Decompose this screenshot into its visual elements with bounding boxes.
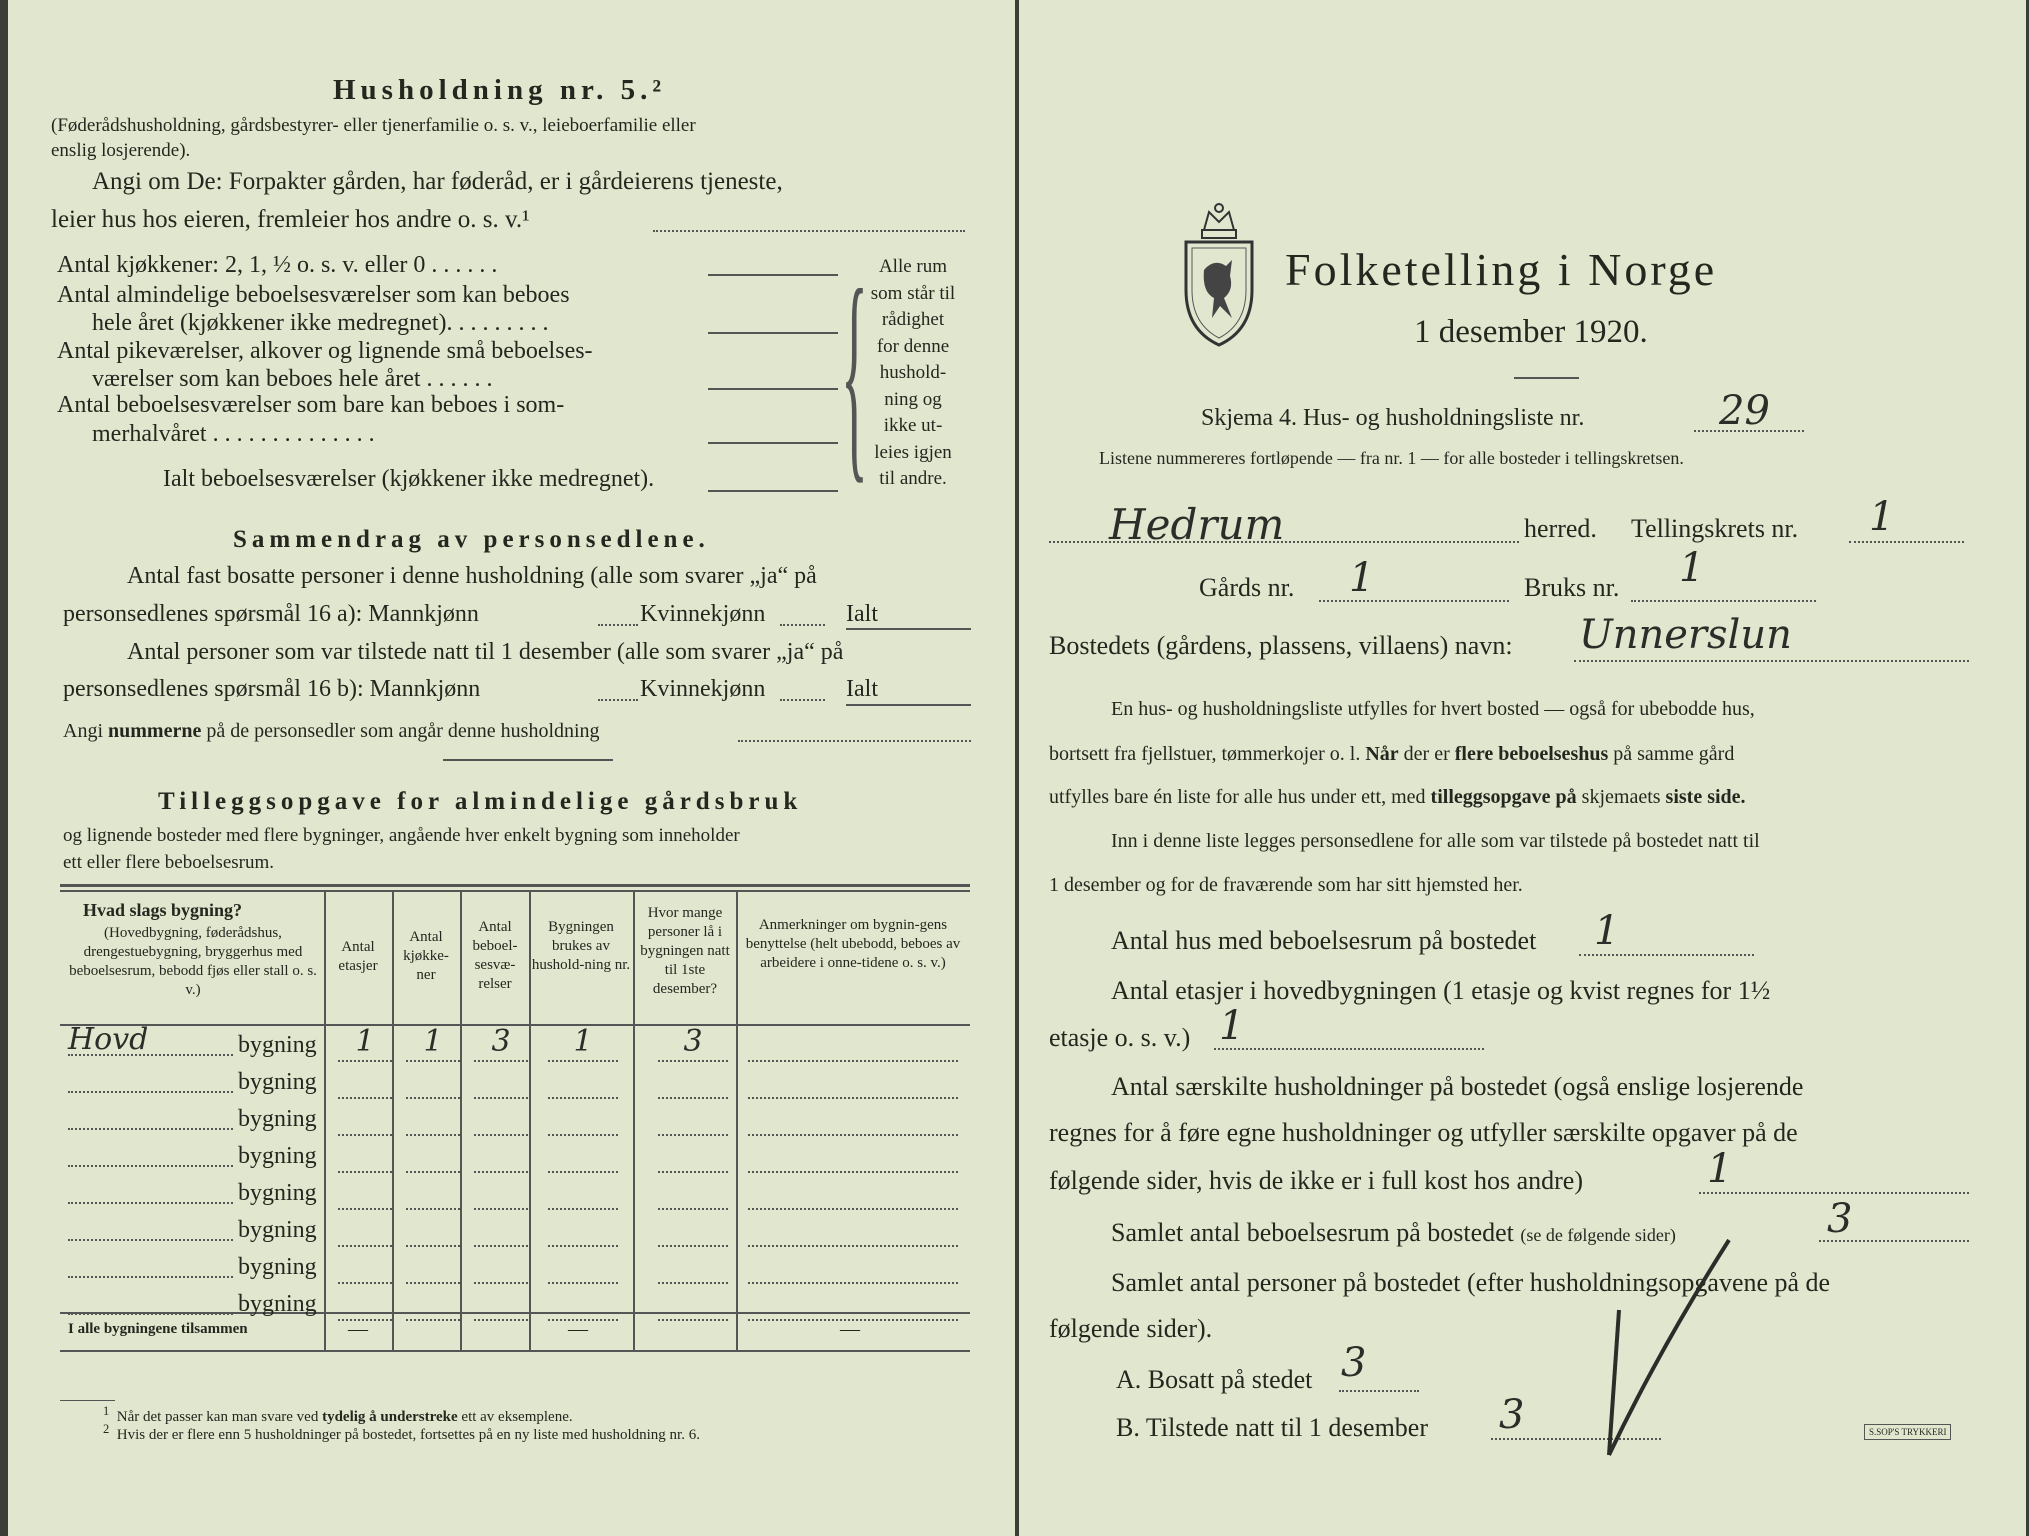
- printer-stamp: S.SOP'S TRYKKERI: [1864, 1424, 1951, 1440]
- building-suffix: bygning: [238, 1180, 317, 1206]
- summary-resident-line-2: personsedlenes spørsmål 16 a): Mannkjønn: [63, 601, 479, 627]
- building-name-line: [68, 1054, 233, 1056]
- houses-value: 1: [1594, 908, 1620, 954]
- krets-label: Tellingskrets nr.: [1631, 514, 1799, 543]
- household-title: Husholdning nr. 5.²: [333, 74, 667, 106]
- table-header-anmerkninger: Anmerkninger om bygnin-gens benyttelse (helt ubebodd, beboes av arbeidere i onne-tidene o. s. v.): [745, 917, 961, 971]
- table-total-label: I alle bygningene tilsammen: [68, 1321, 248, 1337]
- angi-answer-line: [653, 230, 965, 232]
- schema-label: Skjema 4. Hus- og husholdningsliste nr.: [1201, 405, 1585, 431]
- schema-number-line: [1694, 430, 1804, 432]
- gards-line: [1319, 600, 1509, 602]
- resident-male-answer: [598, 624, 638, 626]
- floors-question-line-2: etasje o. s. v.): [1049, 1023, 1191, 1052]
- table-header-husholdning: Bygningen brukes av hushold-ning nr.: [531, 919, 631, 973]
- summer-rooms-question-line-2: merhalvåret . . . . . . . . . . . . . .: [92, 421, 375, 447]
- total-rooms-question: Ialt beboelsesværelser (kjøkkener ikke medregnet).: [163, 466, 655, 492]
- building-suffix: bygning: [238, 1106, 317, 1132]
- table-cell-line-vaerelser: [474, 1060, 528, 1062]
- table-cell-line-personer: [658, 1282, 728, 1284]
- instruction-line-1: En hus- og husholdningsliste utfylles for hvert bosted — også for ubebodde hus,: [1111, 698, 1755, 720]
- table-cell-line-etasjer: [338, 1060, 392, 1062]
- table-cell-line-husholdning: [548, 1208, 618, 1210]
- building-name-line: [68, 1313, 233, 1315]
- table-cell-line-personer: [658, 1319, 728, 1321]
- table-cell-line-anm: [748, 1134, 958, 1136]
- table-cell-line-kjokkener: [406, 1282, 460, 1284]
- table-total-anm-dash: —: [840, 1318, 860, 1340]
- building-name-line: [68, 1202, 233, 1204]
- present-total-label: Ialt: [846, 676, 878, 702]
- gards-value: 1: [1349, 555, 1375, 601]
- rooms-brace: {: [841, 245, 868, 506]
- resident-question: A. Bosatt på stedet: [1116, 1365, 1313, 1394]
- table-cell-line-husholdning: [548, 1134, 618, 1136]
- table-cell-line-kjokkener: [406, 1097, 460, 1099]
- norwegian-coat-of-arms-icon: [1174, 200, 1264, 350]
- present-total-answer: [846, 704, 971, 706]
- building-name-line: [68, 1276, 233, 1278]
- footnote-divider: [60, 1400, 115, 1401]
- table-cell-line-anm: [748, 1097, 958, 1099]
- household-subtitle-line-2: enslig losjerende).: [51, 140, 191, 161]
- table-total-etasjer-dash: —: [348, 1318, 368, 1340]
- summer-rooms-question-line-1: Antal beboelsesværelser som bare kan beboes i som-: [57, 392, 565, 418]
- table-cell-line-kjokkener: [406, 1319, 460, 1321]
- table-cell-line-personer: [658, 1171, 728, 1173]
- table-cell-line-kjokkener: [406, 1245, 460, 1247]
- rooms-total-value: 3: [1827, 1196, 1853, 1242]
- angi-question-line-1: Angi om De: Forpakter gården, har føderåd, er i gårdeierens tjeneste,: [92, 168, 783, 195]
- table-cell-line-personer: [658, 1208, 728, 1210]
- summary-present-line-2: personsedlenes spørsmål 16 b): Mannkjønn: [63, 676, 481, 702]
- section-divider: [443, 759, 613, 761]
- table-cell-line-personer: [658, 1097, 728, 1099]
- building-name-value: Hovd: [68, 1022, 149, 1057]
- supplement-intro-line-1: og lignende bosteder med flere bygninger, angående hver enkelt bygning som inneholder: [63, 825, 740, 846]
- table-cell-personer: 3: [683, 1024, 703, 1059]
- building-name-line: [68, 1165, 233, 1167]
- table-cell-line-husholdning: [548, 1245, 618, 1247]
- table-cell-line-vaerelser: [474, 1097, 528, 1099]
- building-name-line: [68, 1128, 233, 1130]
- rooms-side-note: Alle rum som står til rådighet for denne hushold- ning og ikke ut- leies igjen til andre.: [870, 256, 956, 489]
- resident-value: 3: [1341, 1340, 1367, 1386]
- table-cell-line-anm: [748, 1245, 958, 1247]
- table-cell-line-vaerelser: [474, 1282, 528, 1284]
- numbering-note: Listene nummereres fortløpende — fra nr. 1 — for alle bosteder i tellingskretsen.: [1099, 448, 1684, 468]
- persons-question-line-1: Samlet antal personer på bostedet (efter husholdningsopgavene på de: [1111, 1268, 1831, 1297]
- table-cell-line-etasjer: [338, 1282, 392, 1284]
- left-page: [8, 0, 1015, 1536]
- table-col1-subtitle: (Hovedbygning, føderådshus, drengestuebygning, bryggerhus med beboelsesrum, bebodd fjøs eller stall o. s. v.): [69, 925, 317, 998]
- herred-line: [1049, 541, 1519, 543]
- krets-value: 1: [1869, 494, 1895, 540]
- ordinary-rooms-question-line-2: hele året (kjøkkener ikke medregnet). . . . . . . . .: [92, 310, 549, 336]
- table-cell-line-anm: [748, 1060, 958, 1062]
- households-question-line-1: Antal særskilte husholdninger på bostedet (også enslige losjerende: [1111, 1072, 1804, 1101]
- rooms-total-line: [1819, 1240, 1969, 1242]
- table-cell-line-vaerelser: [474, 1134, 528, 1136]
- table-cell-line-vaerelser: [474, 1245, 528, 1247]
- herred-label: herred.: [1524, 514, 1597, 543]
- table-header-etasjer: Antal etasjer: [338, 939, 378, 974]
- resident-total-answer: [846, 628, 971, 630]
- bosted-label: Bostedets (gårdens, plassens, villaens) navn:: [1049, 631, 1513, 660]
- table-cell-line-husholdning: [548, 1097, 618, 1099]
- table-cell-husholdning: 1: [573, 1024, 593, 1059]
- present-female-answer: [780, 699, 825, 701]
- building-suffix: bygning: [238, 1217, 317, 1243]
- table-cell-line-kjokkener: [406, 1171, 460, 1173]
- kitchens-answer-line: [708, 274, 838, 276]
- table-cell-line-personer: [658, 1134, 728, 1136]
- present-male-answer: [598, 699, 638, 701]
- table-cell-line-etasjer: [338, 1171, 392, 1173]
- instruction-line-3: utfylles bare én liste for alle hus under ett, med tilleggsopgave på skjemaets siste side.: [1049, 786, 1746, 808]
- supplement-intro-line-2: ett eller flere beboelsesrum.: [63, 852, 275, 873]
- resident-female-label: Kvinnekjønn: [640, 601, 766, 627]
- resident-total-label: Ialt: [846, 601, 878, 627]
- ordinary-rooms-answer-line: [708, 332, 838, 334]
- table-header-kjokkener: Antal kjøkke-ner: [403, 929, 449, 983]
- angi-question-line-2: leier hus hos eieren, fremleier hos andre o. s. v.¹: [51, 206, 530, 233]
- maid-rooms-answer-line: [708, 388, 838, 390]
- households-question-line-3: følgende sider, hvis de ikke er i full kost hos andre): [1049, 1166, 1583, 1195]
- building-suffix: bygning: [238, 1291, 317, 1317]
- supplement-title: Tilleggsopgave for almindelige gårdsbruk: [158, 788, 803, 815]
- bosted-value: Unnerslun: [1579, 612, 1792, 658]
- resident-line: [1339, 1390, 1419, 1392]
- bruks-line: [1631, 600, 1816, 602]
- table-cell-line-anm: [748, 1282, 958, 1284]
- household-subtitle-line-1: (Føderådshusholdning, gårdsbestyrer- eller tjenerfamilie o. s. v., leieboerfamilie eller: [51, 115, 696, 136]
- floors-question-line-1: Antal etasjer i hovedbygningen (1 etasje og kvist regnes for 1½: [1111, 976, 1771, 1005]
- table-cell-line-personer: [658, 1245, 728, 1247]
- krets-line: [1849, 541, 1964, 543]
- table-cell-line-kjokkener: [406, 1208, 460, 1210]
- table-cell-etasjer: 1: [355, 1024, 375, 1059]
- ordinary-rooms-question-line-1: Antal almindelige beboelsesværelser som kan beboes: [57, 282, 570, 308]
- summary-numbers-question: Angi nummerne på de personsedler som angår denne husholdning: [63, 720, 600, 742]
- table-cell-line-etasjer: [338, 1245, 392, 1247]
- building-suffix: bygning: [238, 1032, 317, 1058]
- handwritten-checkmark-icon: [1579, 1230, 1779, 1460]
- bosted-line: [1574, 660, 1969, 662]
- summary-resident-line-1: Antal fast bosatte personer i denne husholdning (alle som svarer „ja“ på: [127, 563, 817, 589]
- present-female-label: Kvinnekjønn: [640, 676, 766, 702]
- households-value: 1: [1707, 1146, 1733, 1192]
- total-rooms-answer-line: [708, 490, 838, 492]
- houses-question: Antal hus med beboelsesrum på bostedet: [1111, 926, 1537, 955]
- building-name-line: [68, 1091, 233, 1093]
- census-date: 1 desember 1920.: [1414, 314, 1648, 350]
- table-total-husholdning-dash: —: [568, 1318, 588, 1340]
- table-cell-line-vaerelser: [474, 1171, 528, 1173]
- houses-line: [1579, 954, 1754, 956]
- building-suffix: bygning: [238, 1254, 317, 1280]
- summary-title: Sammendrag av personsedlene.: [233, 526, 710, 553]
- table-header-personer: Hvor mange personer lå i bygningen natt til 1ste desember?: [640, 905, 730, 997]
- table-cell-line-etasjer: [338, 1208, 392, 1210]
- rooms-total-question: Samlet antal beboelsesrum på bostedet (se de følgende sider): [1111, 1218, 1676, 1247]
- summary-numbers-answer: [738, 740, 971, 742]
- present-value: 3: [1499, 1392, 1525, 1438]
- title-divider: [1514, 377, 1579, 379]
- instruction-line-4: Inn i denne liste legges personsedlene for alle som var tilstede på bostedet natt til: [1111, 830, 1760, 852]
- footnote-1: $^1$ Når det passer kan man svare ved tydelig å understreke ett av eksemplene.: [103, 1404, 573, 1425]
- table-cell-line-vaerelser: [474, 1208, 528, 1210]
- table-cell-kjokkener: 1: [423, 1024, 443, 1059]
- building-suffix: bygning: [238, 1069, 317, 1095]
- persons-question-line-2: følgende sider).: [1049, 1314, 1213, 1343]
- table-cell-line-kjokkener: [406, 1134, 460, 1136]
- bruks-label: Bruks nr.: [1524, 573, 1620, 602]
- herred-value: Hedrum: [1109, 500, 1285, 549]
- table-cell-line-personer: [658, 1060, 728, 1062]
- table-cell-vaerelser: 3: [491, 1024, 511, 1059]
- instruction-line-5: 1 desember og for de fraværende som har sitt hjemsted her.: [1049, 874, 1523, 896]
- maid-rooms-question-line-1: Antal pikeværelser, alkover og lignende små beboelses-: [57, 338, 593, 364]
- resident-female-answer: [780, 624, 825, 626]
- table-col1-title: Hvad slags bygning?: [83, 900, 243, 920]
- right-page: [1019, 0, 2026, 1536]
- kitchens-question: Antal kjøkkener: 2, 1, ½ o. s. v. eller 0 . . . . . .: [57, 252, 498, 278]
- table-cell-line-husholdning: [548, 1282, 618, 1284]
- building-suffix: bygning: [238, 1143, 317, 1169]
- footnote-2: $^2$ Hvis der er flere enn 5 husholdninger på bostedet, fortsettes på en ny liste med husholdning nr. 6.: [103, 1422, 700, 1443]
- summer-rooms-answer-line: [708, 442, 838, 444]
- floors-value: 1: [1219, 1003, 1245, 1049]
- census-title: Folketelling i Norge: [1285, 244, 1718, 295]
- summary-present-line-1: Antal personer som var tilstede natt til 1 desember (alle som svarer „ja“ på: [127, 639, 844, 665]
- households-line: [1699, 1192, 1969, 1194]
- table-cell-line-etasjer: [338, 1134, 392, 1136]
- table-cell-line-anm: [748, 1171, 958, 1173]
- maid-rooms-question-line-2: værelser som kan beboes hele året . . . . . .: [92, 366, 493, 392]
- instruction-line-2: bortsett fra fjellstuer, tømmerkojer o. l. Når der er flere beboelseshus på samme gård: [1049, 743, 1735, 765]
- table-cell-line-anm: [748, 1208, 958, 1210]
- building-name-line: [68, 1239, 233, 1241]
- floors-line: [1214, 1048, 1484, 1050]
- gards-label: Gårds nr.: [1199, 573, 1295, 602]
- table-cell-line-kjokkener: [406, 1060, 460, 1062]
- table-cell-line-etasjer: [338, 1097, 392, 1099]
- table-cell-line-vaerelser: [474, 1319, 528, 1321]
- table-cell-line-husholdning: [548, 1060, 618, 1062]
- households-question-line-2: regnes for å føre egne husholdninger og utfyller særskilte opgaver på de: [1049, 1118, 1798, 1147]
- table-header-vaerelser: Antal beboel-sesvæ-relser: [472, 919, 518, 992]
- bruks-value: 1: [1679, 545, 1705, 591]
- table-cell-line-husholdning: [548, 1171, 618, 1173]
- present-question: B. Tilstede natt til 1 desember: [1116, 1413, 1428, 1442]
- schema-number-value: 29: [1719, 388, 1770, 434]
